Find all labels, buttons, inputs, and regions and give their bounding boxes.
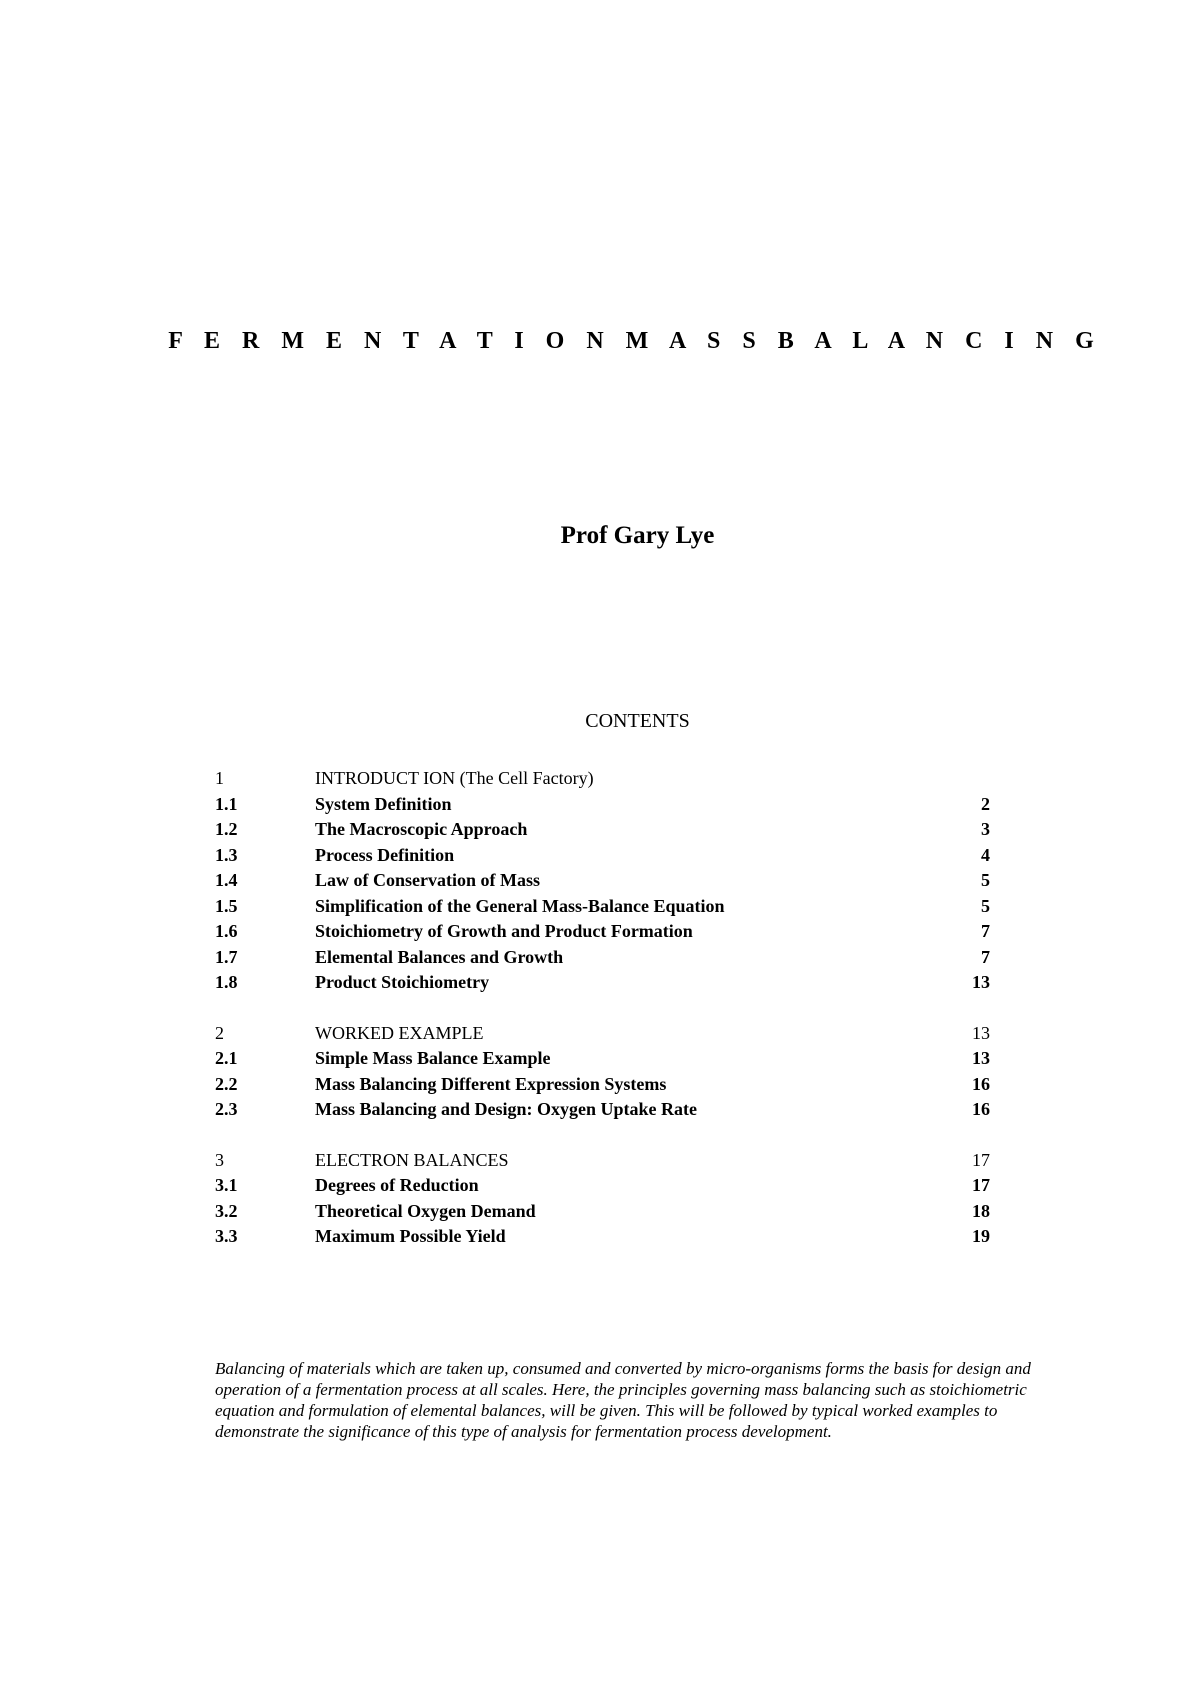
toc-title: INTRODUCT ION (The Cell Factory)	[315, 768, 594, 788]
toc-number: 3.2	[215, 1200, 238, 1221]
toc-number: 2	[215, 1022, 224, 1043]
toc-page: 17	[972, 1149, 990, 1170]
toc-number: 1.4	[215, 870, 238, 890]
toc-number: 1	[215, 768, 224, 788]
toc-item	[215, 894, 990, 920]
toc-title: Product Stoichiometry	[315, 972, 490, 992]
toc-title: Simplification of the General Mass-Balance Equation	[315, 895, 725, 916]
toc-page: 13	[972, 972, 990, 992]
toc-number: 1.1	[215, 793, 238, 814]
toc-number: 1.2	[215, 819, 238, 839]
toc-item	[215, 792, 990, 818]
toc-title: WORKED EXAMPLE	[315, 1022, 484, 1043]
toc-title: Stoichiometry of Growth and Product Formation	[315, 921, 693, 941]
toc-item	[215, 1097, 990, 1123]
toc-item	[215, 817, 990, 843]
toc-number: 3.3	[215, 1226, 238, 1246]
toc-title: Simple Mass Balance Example	[315, 1048, 551, 1068]
toc-page: 16	[972, 1073, 990, 1094]
toc-item	[215, 945, 990, 971]
document-title: F E R M E N T A T I O N M A S S B A L A N C I N G	[168, 328, 1102, 354]
toc-item	[215, 1224, 990, 1250]
toc-title: System Definition	[315, 793, 452, 814]
toc-number: 3	[215, 1149, 224, 1170]
toc-page: 18	[972, 1200, 990, 1221]
toc-title: Elemental Balances and Growth	[315, 946, 564, 967]
toc-number: 2.2	[215, 1073, 238, 1094]
toc-page: 7	[981, 921, 990, 941]
toc-title: Maximum Possible Yield	[315, 1226, 506, 1246]
toc-page: 5	[981, 870, 990, 890]
toc-item	[215, 970, 990, 996]
toc-item	[215, 919, 990, 945]
toc-page: 7	[981, 946, 990, 967]
toc-page: 4	[981, 844, 990, 865]
toc-item	[215, 1046, 990, 1072]
toc-page: 5	[981, 895, 990, 916]
toc-number: 2.3	[215, 1099, 238, 1119]
toc-number: 1.6	[215, 921, 238, 941]
toc-number: 2.1	[215, 1048, 238, 1068]
toc-title: Degrees of Reduction	[315, 1175, 479, 1195]
toc-number: 1.5	[215, 895, 238, 916]
toc-item	[215, 843, 990, 869]
toc-page: 13	[972, 1022, 990, 1043]
abstract-paragraph: Balancing of materials which are taken up, consumed and converted by micro-organisms forms the basis for design and operation of a fermentation process at all scales. Here, the principles governing mass balancing such as stoichiometric equation and formulation of elemental balances, will be given. This will be followed by typical worked examples to demonstrate the significance of this type of analysis for fermentation process development.	[215, 1359, 1031, 1441]
toc-item	[215, 1173, 990, 1199]
toc-number: 1.7	[215, 946, 238, 967]
toc-page: 2	[981, 793, 990, 814]
contents-heading: CONTENTS	[585, 710, 690, 732]
toc-page: 19	[972, 1226, 990, 1246]
toc-page: 17	[972, 1175, 990, 1195]
toc-item	[215, 868, 990, 894]
table-of-contents	[215, 766, 990, 1250]
toc-item	[215, 1072, 990, 1098]
toc-section	[215, 766, 990, 792]
toc-number: 3.1	[215, 1175, 238, 1195]
toc-section	[215, 1148, 990, 1174]
toc-page: 3	[981, 819, 990, 839]
toc-title: ELECTRON BALANCES	[315, 1149, 509, 1170]
toc-title: The Macroscopic Approach	[315, 819, 528, 839]
toc-item	[215, 1199, 990, 1225]
toc-number: 1.8	[215, 972, 238, 992]
toc-title: Mass Balancing and Design: Oxygen Uptake Rate	[315, 1099, 698, 1119]
toc-title: Law of Conservation of Mass	[315, 870, 540, 890]
toc-title: Theoretical Oxygen Demand	[315, 1200, 536, 1221]
toc-title: Process Definition	[315, 844, 455, 865]
toc-title: Mass Balancing Different Expression Systems	[315, 1073, 667, 1094]
toc-page: 16	[972, 1099, 990, 1119]
toc-page: 13	[972, 1048, 990, 1068]
toc-number: 1.3	[215, 844, 238, 865]
author-name: Prof Gary Lye	[560, 522, 715, 549]
toc-section	[215, 1021, 990, 1047]
